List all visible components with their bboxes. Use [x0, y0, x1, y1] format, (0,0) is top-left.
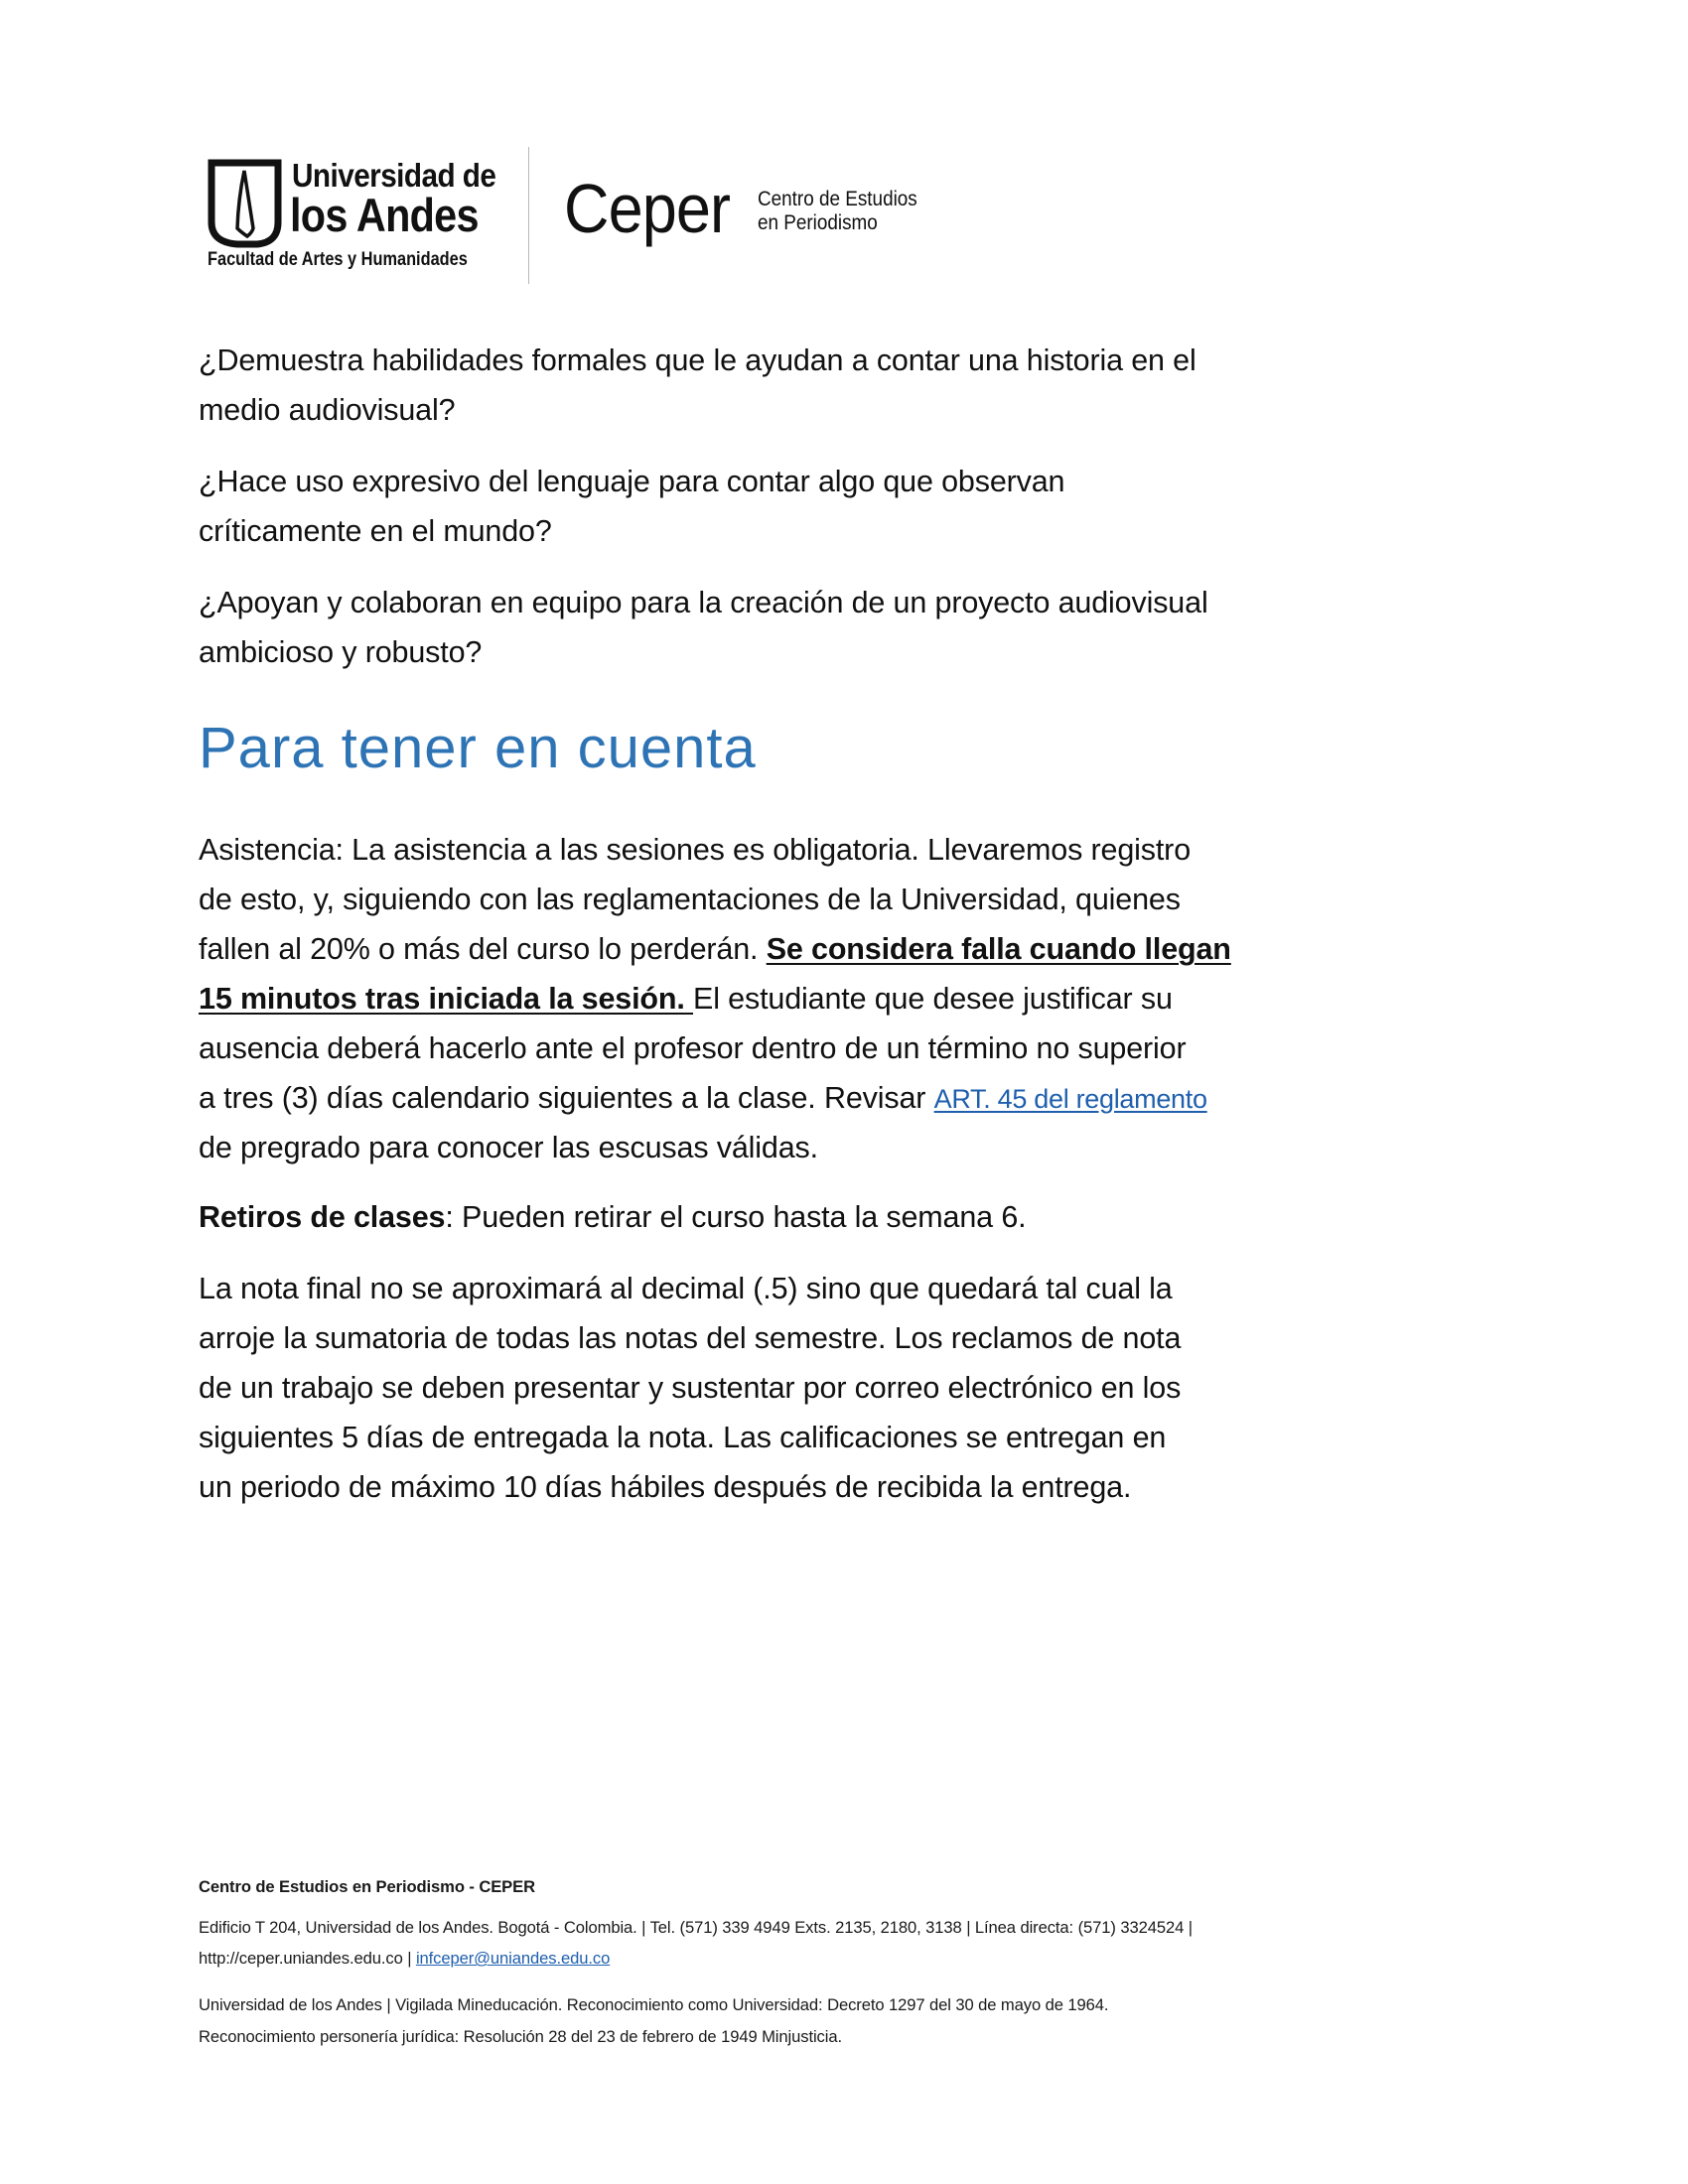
tardiness-rule-bold-cont: 15 minutos tras iniciada la sesión. [199, 982, 694, 1016]
footer-legal-line-2: Reconocimiento personería jurídica: Resolución 28 del 23 de febrero de 1949 Minjusticia. [199, 2027, 842, 2046]
footer-website: http://ceper.uniandes.edu.co | [199, 1949, 416, 1968]
university-name-line1: Universidad de [292, 157, 496, 194]
footer-legal-line-1: Universidad de los Andes | Vigilada Mineducación. Reconocimiento como Universidad: Decreto 1297 del 30 de mayo de 1964. [199, 1995, 1109, 2014]
attendance-text: El estudiante que desee justificar su [693, 982, 1173, 1016]
grading-line-4: siguientes 5 días de entregada la nota. Las calificaciones se entregan en [199, 1421, 1167, 1454]
attendance-line-2: de esto, y, siguiendo con las reglamentaciones de la Universidad, quienes [199, 883, 1181, 916]
attendance-text: a tres (3) días calendario siguientes a la clase. Revisar [199, 1081, 934, 1115]
footer-address: Edificio T 204, Universidad de los Andes. Bogotá - Colombia. | Tel. (571) 339 4949 Exts. 2135, 2180, 3138 | Línea directa: (571) 3324524 | [199, 1918, 1193, 1937]
grading-line-2: arroje la sumatoria de todas las notas del semestre. Los reclamos de nota [199, 1321, 1182, 1355]
attendance-text: fallen al 20% o más del curso lo perderán. [199, 932, 767, 966]
attendance-line-6 [199, 1073, 1207, 1124]
grading-line-3: de un trabajo se deben presentar y sustentar por correo electrónico en los [199, 1371, 1182, 1405]
withdrawal-label: Retiros de clases [199, 1200, 446, 1234]
tardiness-rule-bold: Se considera falla cuando llegan [766, 932, 1231, 966]
question-3-line-2: ambicioso y robusto? [199, 635, 483, 669]
ceper-subtitle-line1: Centro de Estudios [758, 188, 917, 210]
withdrawal-text: : Pueden retirar el curso hasta la semana 6. [445, 1200, 1027, 1234]
attendance-line-1: Asistencia: La asistencia a las sesiones es obligatoria. Llevaremos registro [199, 833, 1192, 867]
shield-icon [208, 159, 282, 248]
logo-divider [528, 147, 529, 284]
question-1-line-1: ¿Demuestra habilidades formales que le ayudan a contar una historia en el [199, 343, 1196, 377]
grading-line-1: La nota final no se aproximará al decimal (.5) sino que quedará tal cual la [199, 1272, 1173, 1305]
footer-title: Centro de Estudios en Periodismo - CEPER [199, 1877, 535, 1896]
faculty-name: Facultad de Artes y Humanidades [208, 249, 468, 270]
section-heading: Para tener en cuenta [199, 716, 757, 780]
grading-line-5: un periodo de máximo 10 días hábiles después de recibida la entrega. [199, 1470, 1132, 1504]
question-1-line-2: medio audiovisual? [199, 393, 456, 427]
attendance-line-7: de pregrado para conocer las escusas válidas. [199, 1131, 818, 1164]
footer-contact [199, 1944, 610, 1974]
regulation-article-link[interactable]: ART. 45 del reglamento [933, 1084, 1207, 1114]
ceper-wordmark: Ceper [564, 170, 731, 247]
question-2-line-1: ¿Hace uso expresivo del lenguaje para contar algo que observan [199, 465, 1065, 498]
ceper-subtitle-line2: en Periodismo [758, 211, 878, 234]
university-name-line2: los Andes [290, 189, 479, 241]
attendance-line-3 [199, 924, 1231, 974]
question-3-line-1: ¿Apoyan y colaboran en equipo para la creación de un proyecto audiovisual [199, 586, 1208, 619]
withdrawal-paragraph [199, 1192, 1026, 1242]
footer-email-link[interactable]: infceper@uniandes.edu.co [415, 1949, 611, 1968]
attendance-line-4 [199, 974, 1173, 1024]
question-2-line-2: críticamente en el mundo? [199, 514, 552, 548]
attendance-line-5: ausencia deberá hacerlo ante el profesor dentro de un término no superior [199, 1031, 1187, 1065]
